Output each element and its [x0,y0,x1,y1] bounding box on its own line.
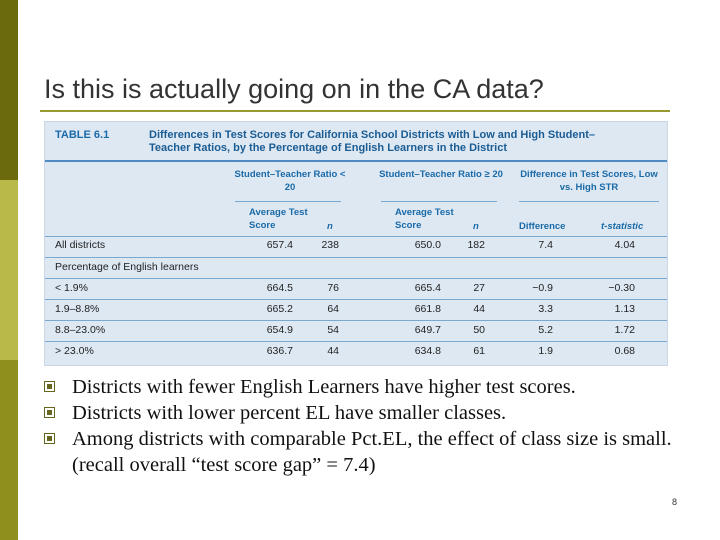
bullet-text: Districts with fewer English Learners have higher test scores. [72,376,576,398]
row-rule [45,257,667,258]
results-table [44,121,668,366]
group-header-high-str: Student–Teacher Ratio ≥ 20 [379,169,503,180]
row-label-all-districts: All districts [55,239,106,251]
left-accent-bar-top [0,0,18,180]
table-cell: 182 [467,239,485,251]
table-cell: 50 [473,324,485,336]
table-cell: 634.8 [414,345,441,357]
group-header-low-str: Student–Teacher Ratio < 20 [234,169,346,193]
group-rule-high-str [381,201,497,202]
table-cell: 661.8 [414,303,441,315]
table-caption: Differences in Test Scores for California School Districts with Low and High Student–Teacher Ratios, by the Percentage of English Learners in the District [149,129,595,154]
table-cell: 649.7 [414,324,441,336]
header-bottom-rule [45,236,667,237]
table-cell: 27 [473,282,485,294]
square-bullet-icon [44,433,55,444]
bullet-list [44,374,674,478]
table-cell: 5.2 [538,324,553,336]
bullet-text: Among districts with comparable Pct.EL, the effect of class size is small. (recall overall “test score gap” = 7.4) [72,428,672,476]
table-cell: 64 [327,303,339,315]
table-cell: 636.7 [266,345,293,357]
row-label-gt-23-0: > 23.0% [55,345,94,357]
bullet-item [44,400,674,426]
square-bullet-icon [44,407,55,418]
row-rule [45,299,667,300]
bullet-item [44,426,674,478]
group-rule-difference [519,201,659,202]
table-cell: 1.9 [538,345,553,357]
table-cell: 0.68 [614,345,635,357]
table-cell: 7.4 [538,239,553,251]
bullet-item [44,374,674,400]
table-cell: 1.13 [614,303,635,315]
subheader-avg-score-high: Average Test Score [395,207,454,231]
left-accent-bar-bottom [0,360,18,540]
table-cell: 44 [327,345,339,357]
bullet-text: Districts with lower percent EL have smaller classes. [72,402,507,424]
group-header-difference: Difference in Test Scores, Low vs. High STR [520,169,658,193]
title-underline [40,110,670,112]
slide-title: Is this is actually going on in the CA data? [44,74,544,104]
table-cell: 3.3 [538,303,553,315]
table-cell: 54 [327,324,339,336]
subheader-n-high: n [473,221,479,232]
row-label-pct-english-learners: Percentage of English learners [55,261,199,273]
table-cell: 4.04 [614,239,635,251]
subheader-avg-score-low: Average Test Score [249,207,308,231]
table-cell: −0.30 [608,282,635,294]
table-cell: 665.2 [266,303,293,315]
row-rule [45,320,667,321]
page-number: 8 [672,497,678,507]
table-cell: 44 [473,303,485,315]
subheader-t-statistic: t-statistic [601,221,644,232]
subheader-n-low: n [327,221,333,232]
table-cell: 76 [327,282,339,294]
table-cell: 654.9 [266,324,293,336]
table-top-rule [45,160,667,162]
row-label-8-8-to-23-0: 8.8–23.0% [55,324,106,336]
left-accent-bar-middle [0,180,18,360]
row-label-1-9-to-8-8: 1.9–8.8% [55,303,100,315]
table-cell: 238 [321,239,339,251]
square-bullet-icon [44,381,55,392]
row-label-lt-1-9: < 1.9% [55,282,88,294]
table-cell: 665.4 [414,282,441,294]
table-cell: 650.0 [414,239,441,251]
row-rule [45,341,667,342]
table-cell: −0.9 [532,282,553,294]
table-cell: 1.72 [614,324,635,336]
table-cell: 61 [473,345,485,357]
table-label: TABLE 6.1 [55,129,110,141]
row-rule [45,278,667,279]
table-cell: 664.5 [266,282,293,294]
subheader-difference: Difference [519,221,566,232]
group-rule-low-str [235,201,341,202]
table-cell: 657.4 [266,239,293,251]
